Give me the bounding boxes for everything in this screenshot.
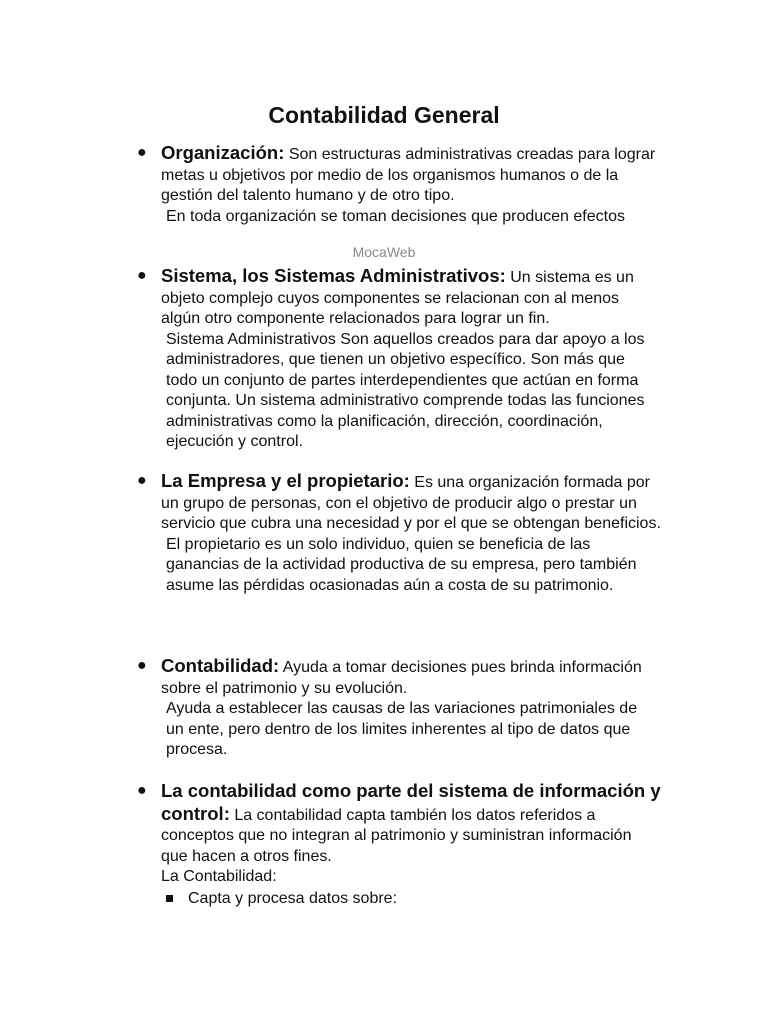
sub-list-item: Capta y procesa datos sobre: [188, 890, 398, 907]
item-heading: Sistema, los Sistemas Administrativos: [161, 265, 506, 286]
item-paragraph: Sistema Administrativos Son aquellos creados para dar apoyo a los administradores, que tienen un objetivo específico. Son más que todo un conjunto de partes interdependientes que actúan en forma conjunta. Un sistema administrativo comprende todas las funciones administrativas como la planificación, dirección, coordinación, ejecución y control. [166, 330, 645, 450]
item-text: Es una organización formada por un grupo de personas, con el objetivo de producir algo o prestar un servicio que cubra una necesidad y por el que se obtengan beneficios. [161, 474, 661, 532]
list-item-contabilidad [137, 655, 661, 761]
bullet-icon: ● [137, 472, 147, 489]
item-heading: Organización: [161, 142, 285, 163]
page-title: Contabilidad General [268, 102, 500, 128]
item-paragraph: El propietario es un solo individuo, quien se beneficia de las ganancias de la actividad productiva de su empresa, pero también asume las pérdidas ocasionadas aún a costa de su patrimonio. [166, 535, 637, 594]
item-paragraph: La Contabilidad: [161, 868, 277, 885]
square-bullet-icon [166, 895, 173, 902]
list-item-organizacion [137, 142, 661, 227]
item-heading: La contabilidad como parte del sistema de información y control: [161, 780, 661, 824]
list-item-sistema [137, 265, 661, 453]
item-text: Ayuda a tomar decisiones pues brinda información sobre el patrimonio y su evolución. [161, 659, 642, 697]
list-item-empresa [137, 470, 661, 596]
bullet-icon: ● [137, 782, 147, 799]
item-paragraph: Ayuda a establecer las causas de las variaciones patrimoniales de un ente, pero dentro de los limites inherentes al tipo de datos que procesa. [166, 700, 638, 758]
item-paragraph: En toda organización se toman decisiones que producen efectos [166, 207, 625, 225]
item-text: Un sistema es un objeto complejo cuyos componentes se relacionan con al menos algún otro componente relacionados para lograr un fin. [161, 269, 634, 327]
bullet-icon: ● [137, 144, 147, 161]
bullet-icon: ● [137, 267, 147, 284]
bullet-icon: ● [137, 657, 147, 674]
list-item-sistema-informacion [137, 780, 661, 888]
item-text: La contabilidad capta también los datos referidos a conceptos que no integran al patrimonio y suministran información que hacen a otros fines. [161, 806, 632, 865]
watermark: MocaWeb [352, 244, 416, 260]
item-heading: Contabilidad: [161, 655, 280, 676]
item-text: Son estructuras administrativas creadas para lograr metas u objetivos por medio de los organismos humanos o de la gestión del talento humano y de otro tipo. [161, 146, 656, 204]
item-heading: La Empresa y el propietario: [161, 470, 410, 491]
